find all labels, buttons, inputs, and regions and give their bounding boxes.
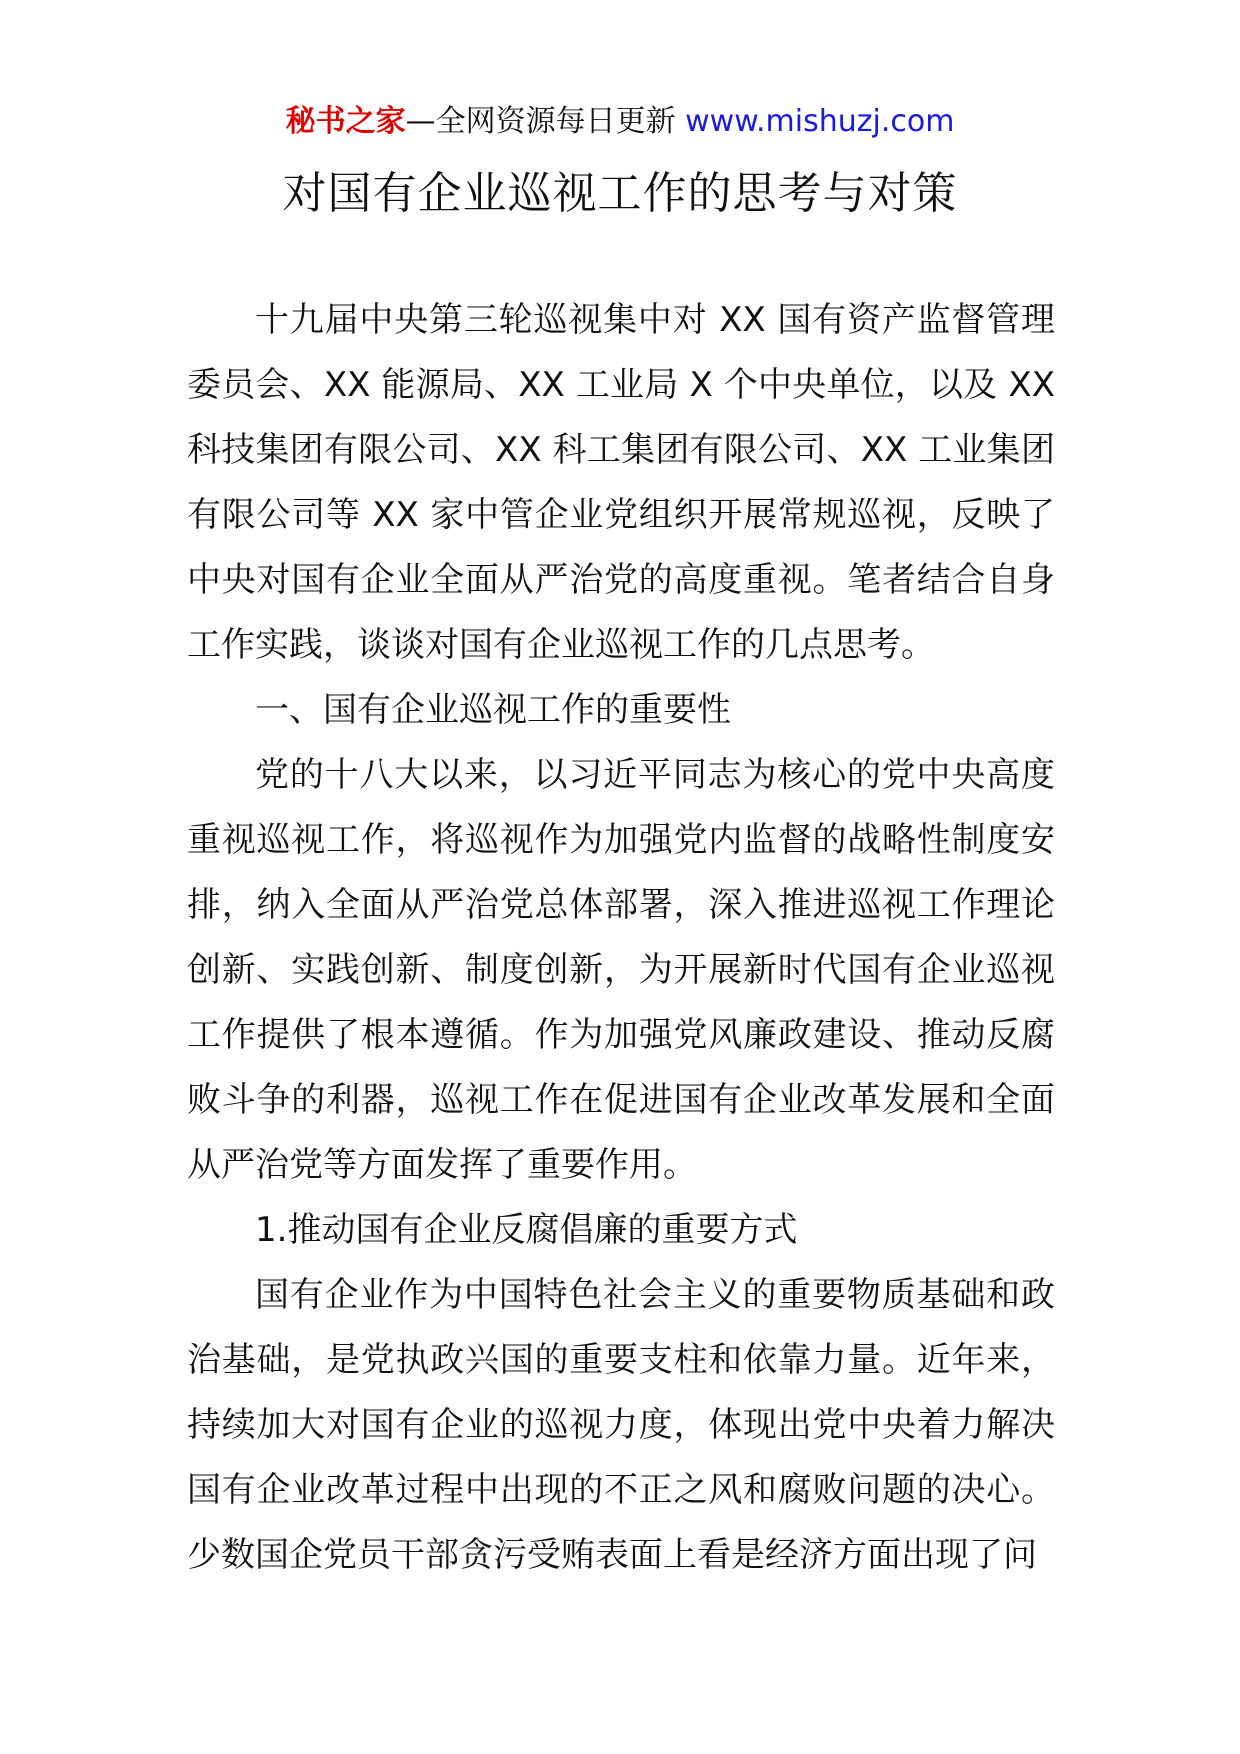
document-body — [187, 288, 1055, 1588]
site-url-link[interactable]: www.mishuzj.com — [685, 104, 955, 139]
section-1-paragraph: 党的十八大以来，以习近平同志为核心的党中央高度重视巡视工作，将巡视作为加强党内监督的战略性制度安排，纳入全面从严治党总体部署，深入推进巡视工作理论创新、实践创新、制度创新，为开展新时代国有企业巡视工作提供了根本遵循。作为加强党风廉政建设、推动反腐败斗争的利器，巡视工作在促进国有企业改革发展和全面从严治党等方面发挥了重要作用。 — [187, 755, 1055, 1185]
document-title: 对国有企业巡视工作的思考与对策 — [282, 168, 958, 219]
site-header — [0, 102, 1240, 142]
section-heading-1: 一、国有企业巡视工作的重要性 — [255, 690, 731, 730]
subsection-1-1-paragraph: 国有企业作为中国特色社会主义的重要物质基础和政治基础，是党执政兴国的重要支柱和依靠力量。近年来，持续加大对国有企业的巡视力度，体现出党中央着力解决国有企业改革过程中出现的不正之风和腐败问题的决心。少数国企党员干部贪污受贿表面上看是经济方面出现了问 — [187, 1275, 1055, 1575]
header-slogan: —全网资源每日更新 — [405, 104, 686, 139]
brand-name: 秘书之家 — [285, 104, 406, 139]
subsection-heading-1-1: 1.推动国有企业反腐倡廉的重要方式 — [255, 1210, 798, 1250]
intro-paragraph: 十九届中央第三轮巡视集中对 XX 国有资产监督管理委员会、XX 能源局、XX 工业局 X 个中央单位，以及 XX 科技集团有限公司、XX 科工集团有限公司、XX 工业集团有限公司等 XX 家中管企业党组织开展常规巡视，反映了中央对国有企业全面从严治党的高度重视。笔者结合自身工作实践，谈谈对国有企业巡视工作的几点思考。 — [187, 300, 1055, 665]
